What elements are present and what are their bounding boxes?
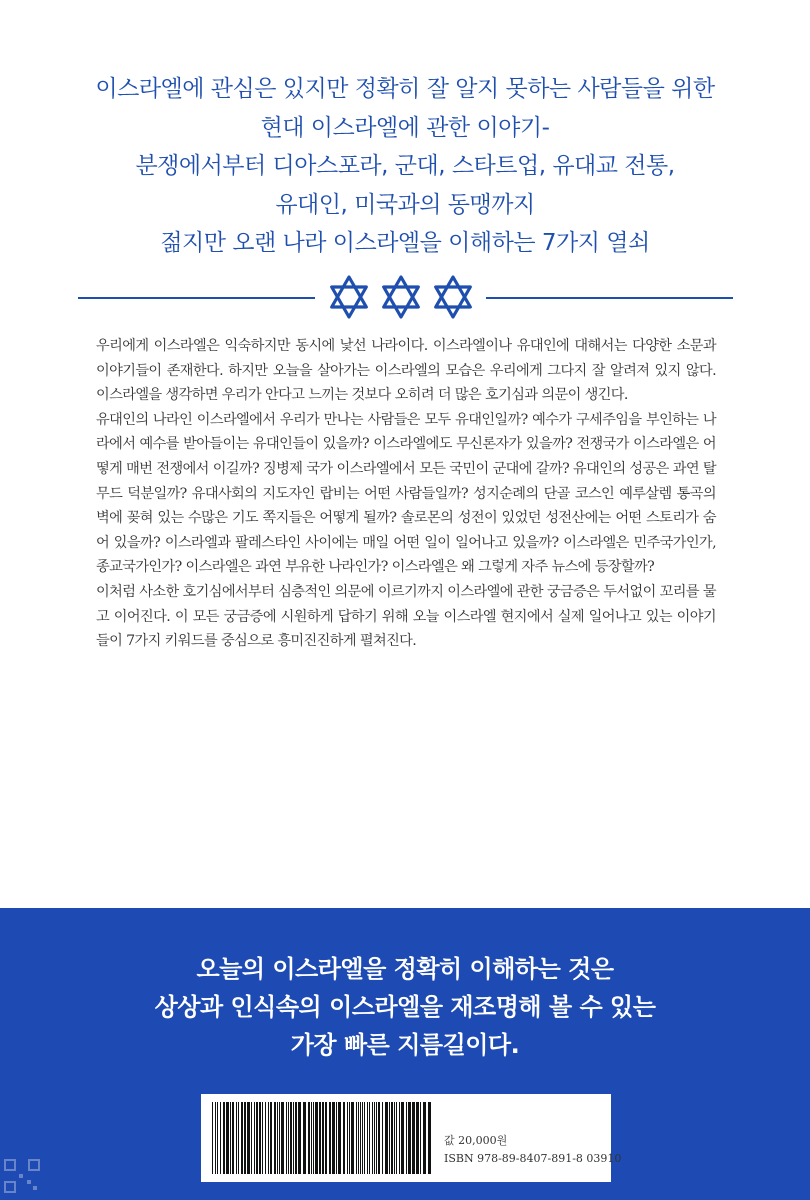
barcode-bar	[362, 1102, 363, 1174]
barcode-bar	[364, 1102, 365, 1174]
barcode-bar	[351, 1102, 354, 1174]
barcode-bar	[374, 1102, 375, 1174]
barcode-bar	[274, 1102, 276, 1174]
barcode-panel	[201, 1094, 622, 1182]
divider-left	[78, 297, 315, 299]
barcode-bar	[428, 1102, 431, 1174]
barcode-bar	[303, 1102, 306, 1174]
barcode-bar	[369, 1102, 370, 1174]
barcode-bar	[401, 1102, 404, 1174]
star-ornament	[326, 274, 476, 320]
body-paragraph: 이처럼 사소한 호기심에서부터 심층적인 의문에 이르기까지 이스라엘에 관한 궁금증은 두서없이 꼬리를 물고 이어진다. 이 모든 궁금증에 시원하게 답하기 위해 오늘 이스라엘 현지에서 실제 일어나고 있는 이야기들이 7가지 키워드를 중심으로 흥미진진하게 펼쳐진다.	[96, 583, 716, 650]
barcode-bar	[259, 1102, 261, 1174]
barcode-bar	[420, 1102, 421, 1174]
headline	[0, 70, 810, 263]
barcode-bar	[308, 1102, 310, 1174]
barcode-bar	[279, 1102, 280, 1174]
barcode-bar	[223, 1102, 225, 1174]
star-of-david-icon	[326, 274, 372, 320]
star-of-david-icon	[378, 274, 424, 320]
barcode-bar	[329, 1102, 331, 1174]
barcode-bar	[236, 1102, 237, 1174]
price-label: 값 20,000원	[444, 1134, 508, 1147]
barcode-bar	[217, 1102, 218, 1174]
barcode-bar	[238, 1102, 239, 1174]
barcode-bar	[338, 1102, 341, 1174]
barcode-bar	[343, 1102, 345, 1174]
barcode-bar	[298, 1102, 301, 1174]
barcode-bar	[412, 1102, 415, 1174]
quote-line: 상상과 인식속의 이스라엘을 재조명해 볼 수 있는	[154, 993, 656, 1021]
band-quote	[0, 950, 810, 1064]
quote-line: 오늘의 이스라엘을 정확히 이해하는 것은	[196, 955, 614, 983]
star-of-david-icon	[430, 274, 476, 320]
barcode-bar	[325, 1102, 327, 1174]
headline-line: 젊지만 오랜 나라 이스라엘을 이해하는 7가지 열쇠	[160, 230, 650, 256]
barcode-bar	[281, 1102, 284, 1174]
barcode-bar	[313, 1102, 314, 1174]
isbn-label: ISBN 978-89-8407-891-8 03910	[444, 1152, 622, 1165]
barcode-bar	[382, 1102, 383, 1174]
barcode-bar	[385, 1102, 388, 1174]
barcode-bar	[215, 1102, 216, 1174]
barcode-bar	[315, 1102, 318, 1174]
barcode-bar	[256, 1102, 258, 1174]
barcode-bar	[293, 1102, 294, 1174]
barcode-bar	[322, 1102, 324, 1174]
barcode-bar	[408, 1102, 411, 1174]
barcode-bar	[378, 1102, 380, 1174]
barcode-bar	[290, 1102, 292, 1174]
barcode-image	[210, 1102, 435, 1174]
barcode-bar	[416, 1102, 419, 1174]
headline-line: 현대 이스라엘에 관한 이야기-	[260, 114, 550, 141]
body-text	[96, 334, 716, 654]
barcode-bar	[265, 1102, 266, 1174]
barcode-bar	[277, 1102, 278, 1174]
barcode-bar	[262, 1102, 263, 1174]
barcode-bar	[311, 1102, 312, 1174]
barcode-bar	[319, 1102, 321, 1174]
qr-mark-icon	[3, 1158, 41, 1194]
barcode-bar	[347, 1102, 348, 1174]
barcode-bar	[251, 1102, 252, 1174]
barcode-bar	[358, 1102, 359, 1174]
barcode-bar	[394, 1102, 395, 1174]
barcode-bar	[295, 1102, 297, 1174]
barcode-bar	[332, 1102, 335, 1174]
barcode-bar	[212, 1102, 213, 1174]
barcode-bar	[399, 1102, 400, 1174]
barcode-bar	[244, 1102, 246, 1174]
barcode-bar	[391, 1102, 393, 1174]
barcode-bar	[232, 1102, 234, 1174]
headline-line: 분쟁에서부터 디아스포라, 군대, 스타트업, 유대교 전통,	[135, 153, 675, 179]
barcode-bar	[336, 1102, 337, 1174]
headline-line: 이스라엘에 관심은 있지만 정확히 잘 알지 못하는 사람들을 위한	[95, 76, 715, 102]
barcode-bar	[286, 1102, 287, 1174]
barcode-bar	[230, 1102, 231, 1174]
barcode-bar	[396, 1102, 397, 1174]
barcode-bar	[423, 1102, 426, 1174]
barcode-bar	[349, 1102, 350, 1174]
barcode-bar	[270, 1102, 272, 1174]
body-paragraph: 우리에게 이스라엘은 익숙하지만 동시에 낯선 나라이다. 이스라엘이나 유대인에 대해서는 다양한 소문과 이야기들이 존재한다. 하지만 오늘을 살아가는 이스라엘의 모습은 우리에게 그다지 잘 알려져 있지 않다. 이스라엘을 생각하면 우리가 안다고 느끼는 것보다 오히려 더 많은 호기심과 의문이 생긴다.	[96, 338, 716, 404]
barcode-bar	[389, 1102, 390, 1174]
barcode-bar	[356, 1102, 357, 1174]
barcode-bar	[367, 1102, 368, 1174]
barcode-bar	[254, 1102, 255, 1174]
divider-right	[486, 297, 733, 299]
barcode-bar	[220, 1102, 221, 1174]
barcode-bar	[372, 1102, 373, 1174]
barcode-bar	[268, 1102, 269, 1174]
barcode-bar	[241, 1102, 243, 1174]
barcode-bar	[376, 1102, 377, 1174]
body-paragraph: 유대인의 나라인 이스라엘에서 우리가 만나는 사람들은 모두 유대인일까? 예수가 구세주임을 부인하는 나라에서 예수를 받아들이는 유대인들이 있을까? 이스라엘에도 무신론자가 있을까? 전쟁국가 이스라엘은 어떻게 매번 전쟁에서 이길까? 징병제 국가 이스라엘에서 모든 국민이 군대에 갈까? 유대인의 성공은 과연 탈무드 덕분일까? 유대사회의 지도자인 랍비는 어떤 사람들일까? 성지순례의 단골 코스인 예루살렘 통곡의 벽에 꽂혀 있는 수많은 기도 쪽지들은 어떻게 될까? 솔로몬의 성전이 있었던 성전산에는 어떤 스토리가 숨어 있을까? 이스라엘과 팔레스타인 사이에는 매일 어떤 일이 일어나고 있을까? 이스라엘은 민주국가인가, 종교국가인가? 이스라엘은 과연 부유한 나라인가? 이스라엘은 왜 그렇게 자주 뉴스에 등장할까?	[96, 411, 716, 576]
headline-line: 유대인, 미국과의 동맹까지	[275, 191, 535, 218]
barcode-bar	[406, 1102, 407, 1174]
barcode-bar	[226, 1102, 229, 1174]
barcode-bar	[360, 1102, 361, 1174]
barcode-bar	[247, 1102, 250, 1174]
quote-line: 가장 빠른 지름길이다.	[290, 1031, 520, 1059]
barcode-bar	[288, 1102, 289, 1174]
